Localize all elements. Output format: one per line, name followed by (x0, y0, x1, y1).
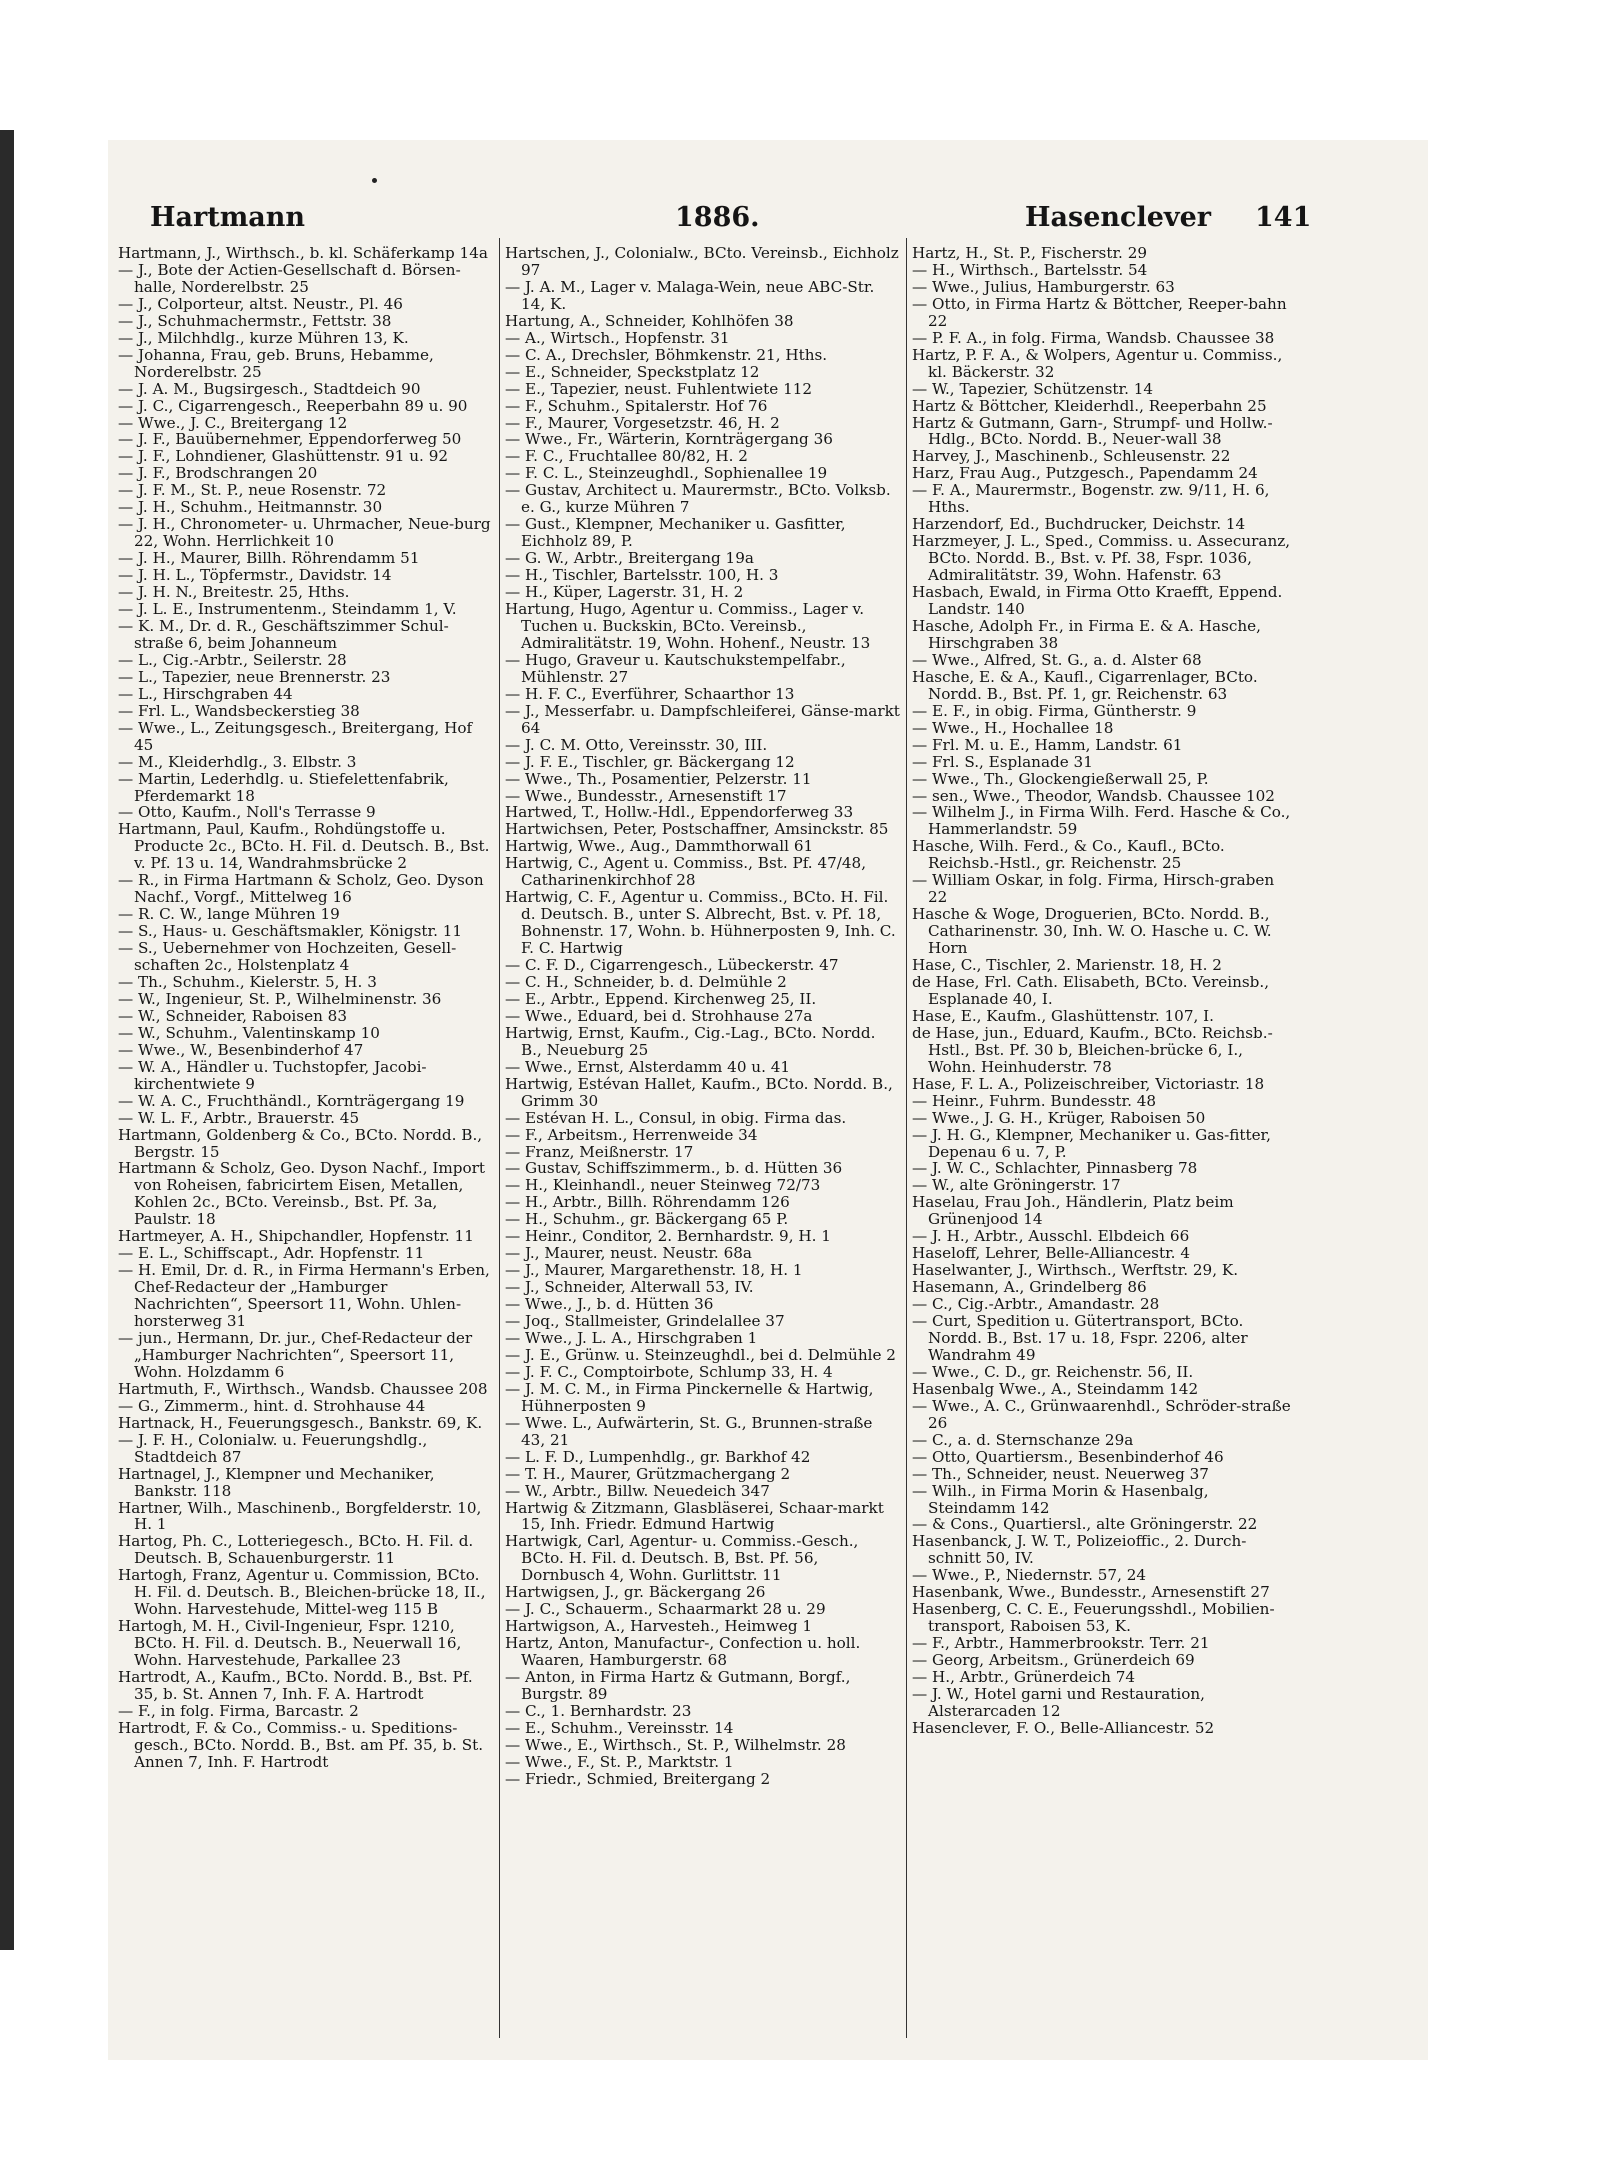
directory-entry: Hasemann, A., Grindelberg 86 (912, 1278, 1147, 1297)
directory-entry: Haseloff, Lehrer, Belle-Alliancestr. 4 (912, 1244, 1190, 1263)
directory-entry: — E., Schuhm., Vereinsstr. 14 (505, 1718, 734, 1737)
directory-entry: — E., Arbtr., Eppend. Kirchenweg 25, II. (505, 989, 817, 1008)
directory-entry: — J. F. C., Comptoirbote, Schlump 33, H. 4 (505, 1362, 833, 1381)
directory-entry: — Wwe., J., b. d. Hütten 36 (505, 1295, 714, 1314)
directory-entry: — E., Tapezier, neust. Fuhlentwiete 112 (505, 379, 813, 398)
directory-entry: — J. C. M. Otto, Vereinsstr. 30, III. (505, 735, 768, 754)
directory-entry: — J. F., Lohndiener, Glashüttenstr. 91 u. 92 (118, 447, 449, 466)
directory-entry: Harvey, J., Maschinenb., Schleusenstr. 22 (912, 447, 1231, 466)
directory-entry: — Wwe., Th., Posamentier, Pelzerstr. 11 (505, 769, 812, 788)
directory-entry: — J. H., Schuhm., Heitmannstr. 30 (118, 498, 383, 517)
directory-entry: — H. F. C., Everführer, Schaarthor 13 (505, 684, 795, 703)
directory-entry: — F. C., Fruchtallee 80/82, H. 2 (505, 447, 748, 466)
directory-entry: — W., Arbtr., Billw. Neuedeich 347 (505, 1481, 770, 1500)
directory-entry: — F. C. L., Steinzeughdl., Sophienallee 19 (505, 464, 828, 483)
directory-entry: — L., Tapezier, neue Brennerstr. 23 (118, 667, 391, 686)
directory-entry: — W., Schneider, Raboisen 83 (118, 1006, 348, 1025)
directory-entry: — William Oskar, in folg. Firma, Hirsch-graben 22 (912, 871, 1275, 907)
directory-entry: — Gust., Klempner, Mechaniker u. Gasfitter, Eichholz 89, P. (505, 515, 846, 551)
directory-entry: Hartwig, Estévan Hallet, Kaufm., BCto. Nordd. B., Grimm 30 (505, 1074, 893, 1110)
directory-entry: — L. F. D., Lumpenhdlg., gr. Barkhof 42 (505, 1447, 811, 1466)
directory-entry: — Frl. S., Esplanade 31 (912, 752, 1093, 771)
page-number: 141 (1255, 202, 1312, 233)
directory-entry: Hasenclever, F. O., Belle-Alliancestr. 52 (912, 1718, 1215, 1737)
directory-entry: — Wwe., J. G. H., Krüger, Raboisen 50 (912, 1108, 1206, 1127)
directory-entry: Hartner, Wilh., Maschinenb., Borgfelderstr. 10, H. 1 (118, 1498, 482, 1534)
directory-entry: — Curt, Spedition u. Gütertransport, BCto. Nordd. B., Bst. 17 u. 18, Fspr. 2206, alter Wandrahm 49 (912, 1312, 1248, 1364)
directory-entry: — Wwe., Bundesstr., Arnesenstift 17 (505, 786, 787, 805)
directory-entry: — F., Maurer, Vorgesetzstr. 46, H. 2 (505, 413, 780, 432)
directory-entry: Hasenbanck, J. W. T., Polizeioffic., 2. Durch-schnitt 50, IV. (912, 1532, 1247, 1568)
directory-entry: — W. A. C., Fruchthändl., Kornträgergang 19 (118, 1091, 465, 1110)
directory-entry: — Otto, Quartiersm., Besenbinderhof 46 (912, 1447, 1224, 1466)
directory-entry: Hartwigsen, J., gr. Bäckergang 26 (505, 1583, 766, 1602)
directory-entry: — G., Zimmerm., hint. d. Strohhause 44 (118, 1396, 426, 1415)
directory-entry: — R., in Firma Hartmann & Scholz, Geo. Dyson Nachf., Vorgf., Mittelweg 16 (118, 871, 484, 907)
directory-entry: — Wwe., P., Niedernstr. 57, 24 (912, 1566, 1147, 1585)
directory-entry: — J. W. C., Schlachter, Pinnasberg 78 (912, 1159, 1198, 1178)
directory-entry: — Wwe., Eduard, bei d. Strohhause 27a (505, 1006, 813, 1025)
directory-entry: — H. Emil, Dr. d. R., in Firma Hermann's Erben, Chef-Redacteur der „Hamburger Nachrichten“, Speersort 11, Wohn. Uhlen-horsterweg 31 (118, 1261, 490, 1331)
directory-entry: de Hase, Frl. Cath. Elisabeth, BCto. Vereinsb., Esplanade 40, I. (912, 972, 1270, 1008)
directory-entry: — R. C. W., lange Mühren 19 (118, 905, 340, 924)
directory-entry: Hartz & Böttcher, Kleiderhdl., Reeperbahn 25 (912, 396, 1267, 415)
directory-entry: — Wwe., H., Hochallee 18 (912, 718, 1114, 737)
page-header (120, 202, 1312, 242)
directory-entry: Haselwanter, J., Wirthsch., Werftstr. 29, K. (912, 1261, 1239, 1280)
column-rule (499, 238, 500, 2038)
directory-entry: Hasenberg, C. C. E., Feuerungsshdl., Mobilien-transport, Raboisen 53, K. (912, 1600, 1275, 1636)
header-year: 1886. (675, 202, 760, 233)
directory-entry: Hartmuth, F., Wirthsch., Wandsb. Chaussee 208 (118, 1379, 488, 1398)
directory-entry: — J. A. M., Bugsirgesch., Stadtdeich 90 (118, 379, 421, 398)
directory-entry: — K. M., Dr. d. R., Geschäftszimmer Schul-straße 6, beim Johanneum (118, 616, 449, 652)
directory-entry: — Th., Schneider, neust. Neuerweg 37 (912, 1464, 1209, 1483)
header-right-keyword: Hasenclever (1025, 202, 1211, 233)
directory-column-3 (912, 245, 1295, 2045)
directory-entry: — S., Haus- u. Geschäftsmakler, Königstr. 11 (118, 922, 463, 941)
directory-entry: — Wwe., Julius, Hamburgerstr. 63 (912, 277, 1175, 296)
directory-entry: — Gustav, Schiffszimmerm., b. d. Hütten 36 (505, 1159, 843, 1178)
directory-entry: — L., Cig.-Arbtr., Seilerstr. 28 (118, 650, 347, 669)
directory-entry: — C., Cig.-Arbtr., Amandastr. 28 (912, 1295, 1160, 1314)
directory-entry: Hartwig, Ernst, Kaufm., Cig.-Lag., BCto. Nordd. B., Neueburg 25 (505, 1023, 876, 1059)
directory-entry: — J., Colporteur, altst. Neustr., Pl. 46 (118, 294, 403, 313)
directory-entry: — W., Tapezier, Schützenstr. 14 (912, 379, 1154, 398)
directory-entry: — J., Schneider, Alterwall 53, IV. (505, 1278, 754, 1297)
directory-entry: — S., Uebernehmer von Hochzeiten, Gesell-schaften 2c., Holstenplatz 4 (118, 939, 457, 975)
directory-entry: — H., Wirthsch., Bartelsstr. 54 (912, 260, 1148, 279)
directory-entry: Hartz, H., St. P., Fischerstr. 29 (912, 245, 1148, 262)
directory-entry: Hartz, P. F. A., & Wolpers, Agentur u. Commiss., kl. Bäckerstr. 32 (912, 345, 1283, 381)
directory-entry: Hartung, A., Schneider, Kohlhöfen 38 (505, 311, 794, 330)
page-dot-mark (372, 178, 377, 183)
directory-entry: Hasbach, Ewald, in Firma Otto Kraefft, Eppend. Landstr. 140 (912, 583, 1283, 619)
directory-entry: — Martin, Lederhdlg. u. Stiefelettenfabrik, Pferdemarkt 18 (118, 769, 449, 805)
directory-entry: Hase, F. L. A., Polizeischreiber, Victoriastr. 18 (912, 1074, 1265, 1093)
directory-entry: — H., Schuhm., gr. Bäckergang 65 P. (505, 1210, 789, 1229)
directory-entry: — Hugo, Graveur u. Kautschukstempelfabr., Mühlenstr. 27 (505, 650, 846, 686)
directory-entry: — H., Küper, Lagerstr. 31, H. 2 (505, 583, 744, 602)
directory-entry: — J. W., Hotel garni und Restauration, Alsterarcaden 12 (912, 1685, 1205, 1720)
directory-entry: Hasenbank, Wwe., Bundesstr., Arnesenstift 27 (912, 1583, 1270, 1602)
directory-entry: — L., Hirschgraben 44 (118, 684, 293, 703)
directory-entry: — P. F. A., in folg. Firma, Wandsb. Chaussee 38 (912, 328, 1275, 347)
directory-entry: — J. C., Cigarrengesch., Reeperbahn 89 u. 90 (118, 396, 468, 415)
directory-entry: Hartmann & Scholz, Geo. Dyson Nachf., Import von Roheisen, fabricirtem Eisen, Metallen, Kohlen 2c., BCto. Vereinsb., Bst. Pf. 3a, Paulstr. 18 (118, 1159, 485, 1229)
directory-entry: Hartnagel, J., Klempner und Mechaniker, Bankstr. 118 (118, 1464, 435, 1500)
directory-entry: — H., Tischler, Bartelsstr. 100, H. 3 (505, 566, 779, 585)
directory-entry: — J. F. E., Tischler, gr. Bäckergang 12 (505, 752, 795, 771)
directory-entry: — J. H. N., Breitestr. 25, Hths. (118, 583, 350, 602)
directory-entry: — W. A., Händler u. Tuchstopfer, Jacobi-kirchentwiete 9 (118, 1057, 427, 1093)
directory-entry: Harzmeyer, J. L., Sped., Commiss. u. Assecuranz, BCto. Nordd. B., Bst. v. Pf. 38, Fspr. 1036, Admiralitätstr. 39, Wohn. Hafenstr. 63 (912, 532, 1291, 585)
directory-entry: Hase, C., Tischler, 2. Marienstr. 18, H. 2 (912, 956, 1222, 975)
directory-entry: Hasche & Woge, Droguerien, BCto. Nordd. B., Catharinenstr. 30, Inh. W. O. Hasche u. C. W. Horn (912, 905, 1272, 958)
directory-entry: — J., Messerfabr. u. Dampfschleiferei, Gänse-markt 64 (505, 701, 900, 737)
directory-entry: — C. A., Drechsler, Böhmkenstr. 21, Hths. (505, 345, 828, 364)
directory-entry: — E., Schneider, Speckstplatz 12 (505, 362, 760, 381)
directory-entry: — Wwe., W., Besenbinderhof 47 (118, 1040, 364, 1059)
directory-entry: Hasenbalg Wwe., A., Steindamm 142 (912, 1379, 1199, 1398)
directory-entry: Hartwig, C., Agent u. Commiss., Bst. Pf. 47/48, Catharinenkirchhof 28 (505, 854, 867, 890)
directory-entry: — J. H., Chronometer- u. Uhrmacher, Neue-burg 22, Wohn. Herrlichkeit 10 (118, 515, 491, 551)
directory-entry: — F., Arbeitsm., Herrenweide 34 (505, 1125, 758, 1144)
directory-entry: — Wwe., Th., Glockengießerwall 25, P. (912, 769, 1209, 788)
directory-entry: — J., Milchhdlg., kurze Mühren 13, K. (118, 328, 409, 347)
directory-entry: — Wwe., Alfred, St. G., a. d. Alster 68 (912, 650, 1202, 669)
directory-entry: — Wilh., in Firma Morin & Hasenbalg, Steindamm 142 (912, 1481, 1209, 1517)
directory-entry: — J. C., Schauerm., Schaarmarkt 28 u. 29 (505, 1600, 826, 1619)
directory-entry: — F., Arbtr., Hammerbrookstr. Terr. 21 (912, 1634, 1210, 1653)
directory-column-2 (505, 245, 900, 2045)
directory-entry: — W. L. F., Arbtr., Brauerstr. 45 (118, 1108, 360, 1127)
directory-entry: Hartwigson, A., Harvesteh., Heimweg 1 (505, 1617, 813, 1636)
directory-entry: Hasche, Wilh. Ferd., & Co., Kaufl., BCto. Reichsb.-Hstl., gr. Reichenstr. 25 (912, 837, 1225, 873)
directory-entry: — J. F. M., St. P., neue Rosenstr. 72 (118, 481, 387, 500)
directory-entry: — Heinr., Conditor, 2. Bernhardstr. 9, H. 1 (505, 1227, 831, 1246)
directory-entry: Haselau, Frau Joh., Händlerin, Platz beim Grünenjood 14 (912, 1193, 1234, 1229)
directory-entry: Hartung, Hugo, Agentur u. Commiss., Lager v. Tuchen u. Buckskin, BCto. Vereinsb., Admiralitätstr. 19, Wohn. Hohenf., Neustr. 13 (505, 600, 871, 652)
directory-entry: — Wwe., J. C., Breitergang 12 (118, 413, 348, 432)
directory-column-1 (118, 245, 493, 2045)
directory-entry: — Friedr., Schmied, Breitergang 2 (505, 1769, 771, 1788)
directory-entry: — J. F., Bauübernehmer, Eppendorferweg 50 (118, 430, 462, 449)
directory-entry: — Georg, Arbeitsm., Grünerdeich 69 (912, 1651, 1195, 1670)
directory-entry: — H., Arbtr., Billh. Röhrendamm 126 (505, 1193, 790, 1212)
directory-entry: Hartrodt, F. & Co., Commiss.- u. Speditions-gesch., BCto. Nordd. B., Bst. am Pf. 35, b. St. Annen 7, Inh. F. Hartrodt (118, 1718, 484, 1771)
directory-entry: — J. H. L., Töpfermstr., Davidstr. 14 (118, 566, 392, 585)
directory-entry: — H., Arbtr., Grünerdeich 74 (912, 1668, 1136, 1687)
directory-entry: Hartz, Anton, Manufactur-, Confection u. holl. Waaren, Hamburgerstr. 68 (505, 1634, 861, 1670)
directory-entry: Hartwigk, Carl, Agentur- u. Commiss.-Gesch., BCto. H. Fil. d. Deutsch. B, Bst. Pf. 56, Dornbusch 4, Wohn. Gurlittstr. 11 (505, 1532, 859, 1585)
directory-entry: — H., Kleinhandl., neuer Steinweg 72/73 (505, 1176, 821, 1195)
directory-entry: — E. F., in obig. Firma, Güntherstr. 9 (912, 701, 1197, 720)
directory-entry: — J. F., Brodschrangen 20 (118, 464, 318, 483)
directory-entry: — Wwe., F., St. P., Marktstr. 1 (505, 1752, 734, 1771)
directory-entry: Hartmann, Paul, Kaufm., Rohdüngstoffe u. Producte 2c., BCto. H. Fil. d. Deutsch. B., Bst. v. Pf. 13 u. 14, Wandrahmsbrücke 2 (118, 820, 490, 873)
directory-entry: Hartwig, Wwe., Aug., Dammthorwall 61 (505, 837, 814, 856)
directory-entry: — J. E., Grünw. u. Steinzeughdl., bei d. Delmühle 2 (505, 1345, 896, 1364)
directory-entry: — M., Kleiderhdlg., 3. Elbstr. 3 (118, 752, 357, 771)
column-rule (906, 238, 907, 2038)
directory-entry: — J. H., Arbtr., Ausschl. Elbdeich 66 (912, 1227, 1190, 1246)
directory-entry: — F., Schuhm., Spitalerstr. Hof 76 (505, 396, 768, 415)
directory-entry: — Johanna, Frau, geb. Bruns, Hebamme, Norderelbstr. 25 (118, 345, 434, 381)
directory-entry: Hartog, Ph. C., Lotteriegesch., BCto. H. Fil. d. Deutsch. B, Schauenburgerstr. 11 (118, 1532, 474, 1568)
directory-entry: Hartz & Gutmann, Garn-, Strumpf- und Hollw.-Hdlg., BCto. Nordd. B., Neuer-wall 38 (912, 413, 1273, 449)
directory-entry: — Wwe., E., Wirthsch., St. P., Wilhelmstr. 28 (505, 1735, 846, 1754)
directory-entry: Hartwig & Zitzmann, Glasbläserei, Schaar-markt 15, Inh. Friedr. Edmund Hartwig (505, 1498, 884, 1534)
directory-entry: — Joq., Stallmeister, Grindelallee 37 (505, 1312, 785, 1331)
directory-entry: — Wwe., Ernst, Alsterdamm 40 u. 41 (505, 1057, 791, 1076)
directory-entry: Hase, E., Kaufm., Glashüttenstr. 107, I. (912, 1006, 1214, 1025)
directory-entry: — E. L., Schiffscapt., Adr. Hopfenstr. 11 (118, 1244, 425, 1263)
directory-entry: — Th., Schuhm., Kielerstr. 5, H. 3 (118, 972, 377, 991)
header-left-keyword: Hartmann (150, 202, 306, 233)
directory-entry: — J. L. E., Instrumentenm., Steindamm 1, V. (118, 600, 457, 619)
directory-entry: — C., a. d. Sternschanze 29a (912, 1430, 1134, 1449)
directory-entry: — J., Maurer, neust. Neustr. 68a (505, 1244, 752, 1263)
directory-entry: — J. A. M., Lager v. Malaga-Wein, neue ABC-Str. 14, K. (505, 277, 875, 313)
directory-entry: — jun., Hermann, Dr. jur., Chef-Redacteur der „Hamburger Nachrichten“, Speersort 11, Wohn. Holzdamm 6 (118, 1329, 473, 1381)
directory-entry: Hasche, E. & A., Kaufl., Cigarrenlager, BCto. Nordd. B., Bst. Pf. 1, gr. Reichenstr. 63 (912, 667, 1258, 703)
directory-entry: — Wwe., J. L. A., Hirschgraben 1 (505, 1329, 758, 1347)
directory-entry: — J., Maurer, Margarethenstr. 18, H. 1 (505, 1261, 803, 1280)
directory-entry: Hartschen, J., Colonialw., BCto. Vereinsb., Eichholz 97 (505, 245, 899, 279)
directory-entry: — C. H., Schneider, b. d. Delmühle 2 (505, 972, 787, 991)
directory-entry: de Hase, jun., Eduard, Kaufm., BCto. Reichsb.-Hstl., Bst. Pf. 30 b, Bleichen-brücke 6, I., Wohn. Heinhuderstr. 78 (912, 1023, 1273, 1076)
directory-entry: — Otto, in Firma Hartz & Böttcher, Reeper-bahn 22 (912, 294, 1287, 330)
directory-entry: Hartmann, J., Wirthsch., b. kl. Schäferkamp 14a (118, 245, 488, 262)
directory-entry: Hartogh, Franz, Agentur u. Commission, BCto. H. Fil. d. Deutsch. B., Bleichen-brücke 18, II., Wohn. Harvestehude, Mittel-weg 115 B (118, 1566, 486, 1619)
directory-entry: — A., Wirtsch., Hopfenstr. 31 (505, 328, 730, 347)
directory-entry: — J., Bote der Actien-Gesellschaft d. Börsen-halle, Norderelbstr. 25 (118, 260, 461, 296)
directory-entry: — J. F. H., Colonialw. u. Feuerungshdlg., Stadtdeich 87 (118, 1430, 428, 1466)
directory-entry: Hartrodt, A., Kaufm., BCto. Nordd. B., Bst. Pf. 35, b. St. Annen 7, Inh. F. A. Hartrodt (118, 1668, 473, 1704)
directory-entry: — Otto, Kaufm., Noll's Terrasse 9 (118, 803, 376, 822)
directory-entry: — Gustav, Architect u. Maurermstr., BCto. Volksb. e. G., kurze Mühren 7 (505, 481, 891, 517)
directory-entry: Hasche, Adolph Fr., in Firma E. & A. Hasche, Hirschgraben 38 (912, 616, 1261, 652)
directory-entry: — Wilhelm J., in Firma Wilh. Ferd. Hasche & Co., Hammerlandstr. 59 (912, 803, 1291, 839)
directory-entry: — F. A., Maurermstr., Bogenstr. zw. 9/11, H. 6, Hths. (912, 481, 1270, 517)
directory-entry: — C. F. D., Cigarrengesch., Lübeckerstr. 47 (505, 956, 839, 975)
directory-entry: — Wwe., L., Zeitungsgesch., Breitergang, Hof 45 (118, 718, 473, 754)
directory-entry: — G. W., Arbtr., Breitergang 19a (505, 549, 754, 568)
directory-entry: Hartnack, H., Feuerungsgesch., Bankstr. 69, K. (118, 1413, 483, 1432)
directory-entry: — Franz, Meißnerstr. 17 (505, 1142, 694, 1161)
directory-entry: — Frl. M. u. E., Hamm, Landstr. 61 (912, 735, 1183, 754)
directory-entry: — J., Schuhmachermstr., Fettstr. 38 (118, 311, 392, 330)
directory-entry: Hartmann, Goldenberg & Co., BCto. Nordd. B., Bergstr. 15 (118, 1125, 483, 1161)
directory-entry: — Wwe. L., Aufwärterin, St. G., Brunnen-straße 43, 21 (505, 1413, 873, 1449)
directory-entry: — T. H., Maurer, Grützmachergang 2 (505, 1464, 791, 1483)
directory-entry: Hartwichsen, Peter, Postschaffner, Amsinckstr. 85 (505, 820, 889, 839)
directory-entry: — W., Schuhm., Valentinskamp 10 (118, 1023, 380, 1042)
directory-entry: — Heinr., Fuhrm. Bundesstr. 48 (912, 1091, 1157, 1110)
directory-entry: — W., Ingenieur, St. P., Wilhelminenstr. 36 (118, 989, 442, 1008)
directory-entry: — Wwe., A. C., Grünwaarenhdl., Schröder-straße 26 (912, 1396, 1291, 1432)
directory-entry: — Estévan H. L., Consul, in obig. Firma das. (505, 1108, 847, 1127)
book-spine-edge (0, 130, 14, 1950)
directory-entry: — W., alte Gröningerstr. 17 (912, 1176, 1121, 1195)
directory-entry: Hartogh, M. H., Civil-Ingenieur, Fspr. 1210, BCto. H. Fil. d. Deutsch. B., Neuerwall 16, Wohn. Harvestehude, Parkallee 23 (118, 1617, 462, 1670)
directory-entry: — & Cons., Quartiersl., alte Gröningerstr. 22 (912, 1515, 1258, 1534)
directory-entry: — sen., Wwe., Theodor, Wandsb. Chaussee 102 (912, 786, 1275, 805)
directory-entry: — C., 1. Bernhardstr. 23 (505, 1701, 692, 1720)
directory-entry: Hartmeyer, A. H., Shipchandler, Hopfenstr. 11 (118, 1227, 474, 1246)
directory-entry: — Wwe., C. D., gr. Reichenstr. 56, II. (912, 1362, 1194, 1381)
directory-entry: — Frl. L., Wandsbeckerstieg 38 (118, 701, 360, 720)
directory-entry: — J. M. C. M., in Firma Pinckernelle & Hartwig, Hühnerposten 9 (505, 1379, 874, 1415)
directory-entry: Harz, Frau Aug., Putzgesch., Papendamm 24 (912, 464, 1258, 483)
directory-entry: — Anton, in Firma Hartz & Gutmann, Borgf., Burgstr. 89 (505, 1668, 851, 1704)
directory-entry: Hartwig, C. F., Agentur u. Commiss., BCto. H. Fil. d. Deutsch. B., unter S. Albrecht, Bst. v. Pf. 18, Bohnenstr. 17, Wohn. b. Hühnerposten 9, Inh. C. F. C. Hartwig (505, 888, 896, 958)
directory-entry: Hartwed, T., Hollw.-Hdl., Eppendorferweg 33 (505, 803, 854, 822)
directory-entry: — Wwe., Fr., Wärterin, Kornträgergang 36 (505, 430, 833, 449)
directory-entry: — F., in folg. Firma, Barcastr. 2 (118, 1701, 359, 1720)
directory-entry: — J. H. G., Klempner, Mechaniker u. Gas-fitter, Depenau 6 u. 7, P. (912, 1125, 1271, 1161)
directory-entry: — J. H., Maurer, Billh. Röhrendamm 51 (118, 549, 420, 568)
directory-entry: Harzendorf, Ed., Buchdrucker, Deichstr. 14 (912, 515, 1246, 534)
